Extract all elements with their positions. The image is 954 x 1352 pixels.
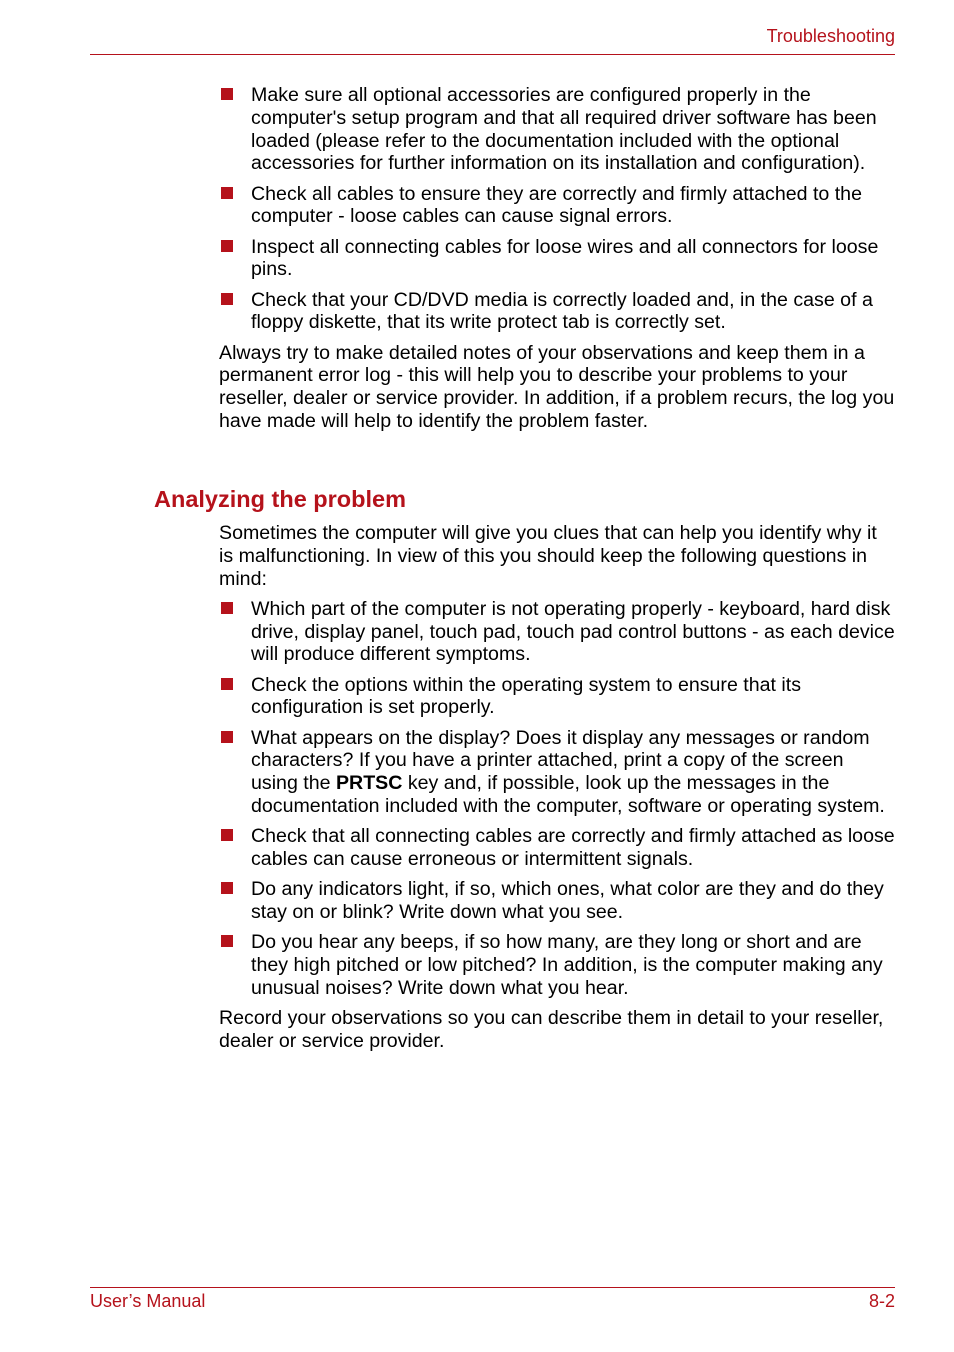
bullet-square-icon (221, 88, 233, 100)
bullet-square-icon (221, 240, 233, 252)
section-content (219, 522, 895, 1052)
list-item-text: Check that all connecting cables are correctly and firmly attached as loose cables can cause erroneous or intermittent signals. (251, 825, 895, 870)
bullet-square-icon (221, 935, 233, 947)
list-item-text (251, 727, 885, 817)
question-bullet-list (219, 598, 895, 1000)
header-rule (90, 54, 895, 55)
list-item (219, 84, 895, 175)
bullet-square-icon (221, 187, 233, 199)
list-item (219, 598, 895, 666)
top-content (219, 84, 895, 433)
bullet-square-icon (221, 678, 233, 690)
footer-manual-title: User’s Manual (90, 1291, 206, 1311)
page-number: 8-2 (868, 1291, 895, 1311)
list-item (219, 931, 895, 999)
list-item (219, 727, 895, 818)
running-header: Troubleshooting (766, 26, 895, 46)
observation-notes-paragraph: Always try to make detailed notes of your observations and keep them in a permanent error log - this will help you to describe your problems to your reseller, dealer or service provider. In addition, if a problem recurs, the log you have made will help to identify the problem faster. (219, 341, 895, 432)
bullet-square-icon (221, 293, 233, 305)
list-item-text: Do you hear any beeps, if so how many, are they long or short and are they high pitched or low pitched? In addition, is the computer making any unusual noises? Write down what you hear. (251, 931, 883, 999)
closing-paragraph: Record your observations so you can describe them in detail to your reseller, dealer or service provider. (219, 1006, 884, 1052)
list-item (219, 289, 895, 335)
list-item-text: Make sure all optional accessories are configured properly in the computer's setup program and that all required driver software has been loaded (please refer to the documentation included with the optional accessories for further information on its installation and configuration). (251, 84, 877, 175)
list-item (219, 825, 895, 871)
bullet-square-icon (221, 602, 233, 614)
list-item-text-start: What appears on the display? Does it display any messages or random characters? If you have a printer attached, print a copy of the screen using the (251, 726, 870, 795)
bullet-square-icon (221, 829, 233, 841)
list-item (219, 236, 895, 282)
list-item (219, 674, 895, 720)
list-item (219, 183, 895, 229)
list-item (219, 878, 895, 924)
list-item-text: Check all cables to ensure they are correctly and firmly attached to the computer - loose cables can cause signal errors. (251, 182, 862, 228)
footer-rule (90, 1287, 895, 1288)
list-item-text: Check the options within the operating system to ensure that its configuration is set properly. (251, 673, 802, 719)
list-item-text: Check that your CD/DVD media is correctly loaded and, in the case of a floppy diskette, that its write protect tab is correctly set. (251, 288, 873, 334)
list-item-text-end: key and, if possible, look up the messages in the documentation included with the computer, software or operating system. (251, 772, 885, 817)
section-heading: Analyzing the problem (154, 486, 406, 512)
key-name: PRTSC (335, 772, 403, 795)
bullet-square-icon (221, 731, 233, 743)
list-item-text: Inspect all connecting cables for loose wires and all connectors for loose pins. (251, 235, 879, 281)
list-item-text: Which part of the computer is not operating properly - keyboard, hard disk drive, display panel, touch pad, touch pad control buttons - as each device will produce different symptoms. (251, 597, 895, 666)
bullet-square-icon (221, 882, 233, 894)
section-intro-paragraph: Sometimes the computer will give you clues that can help you identify why it is malfunctioning. In view of this you should keep the following questions in mind: (219, 522, 877, 590)
top-bullet-list (219, 84, 895, 334)
list-item-text: Do any indicators light, if so, which ones, what color are they and do they stay on or blink? Write down what you see. (251, 878, 884, 923)
